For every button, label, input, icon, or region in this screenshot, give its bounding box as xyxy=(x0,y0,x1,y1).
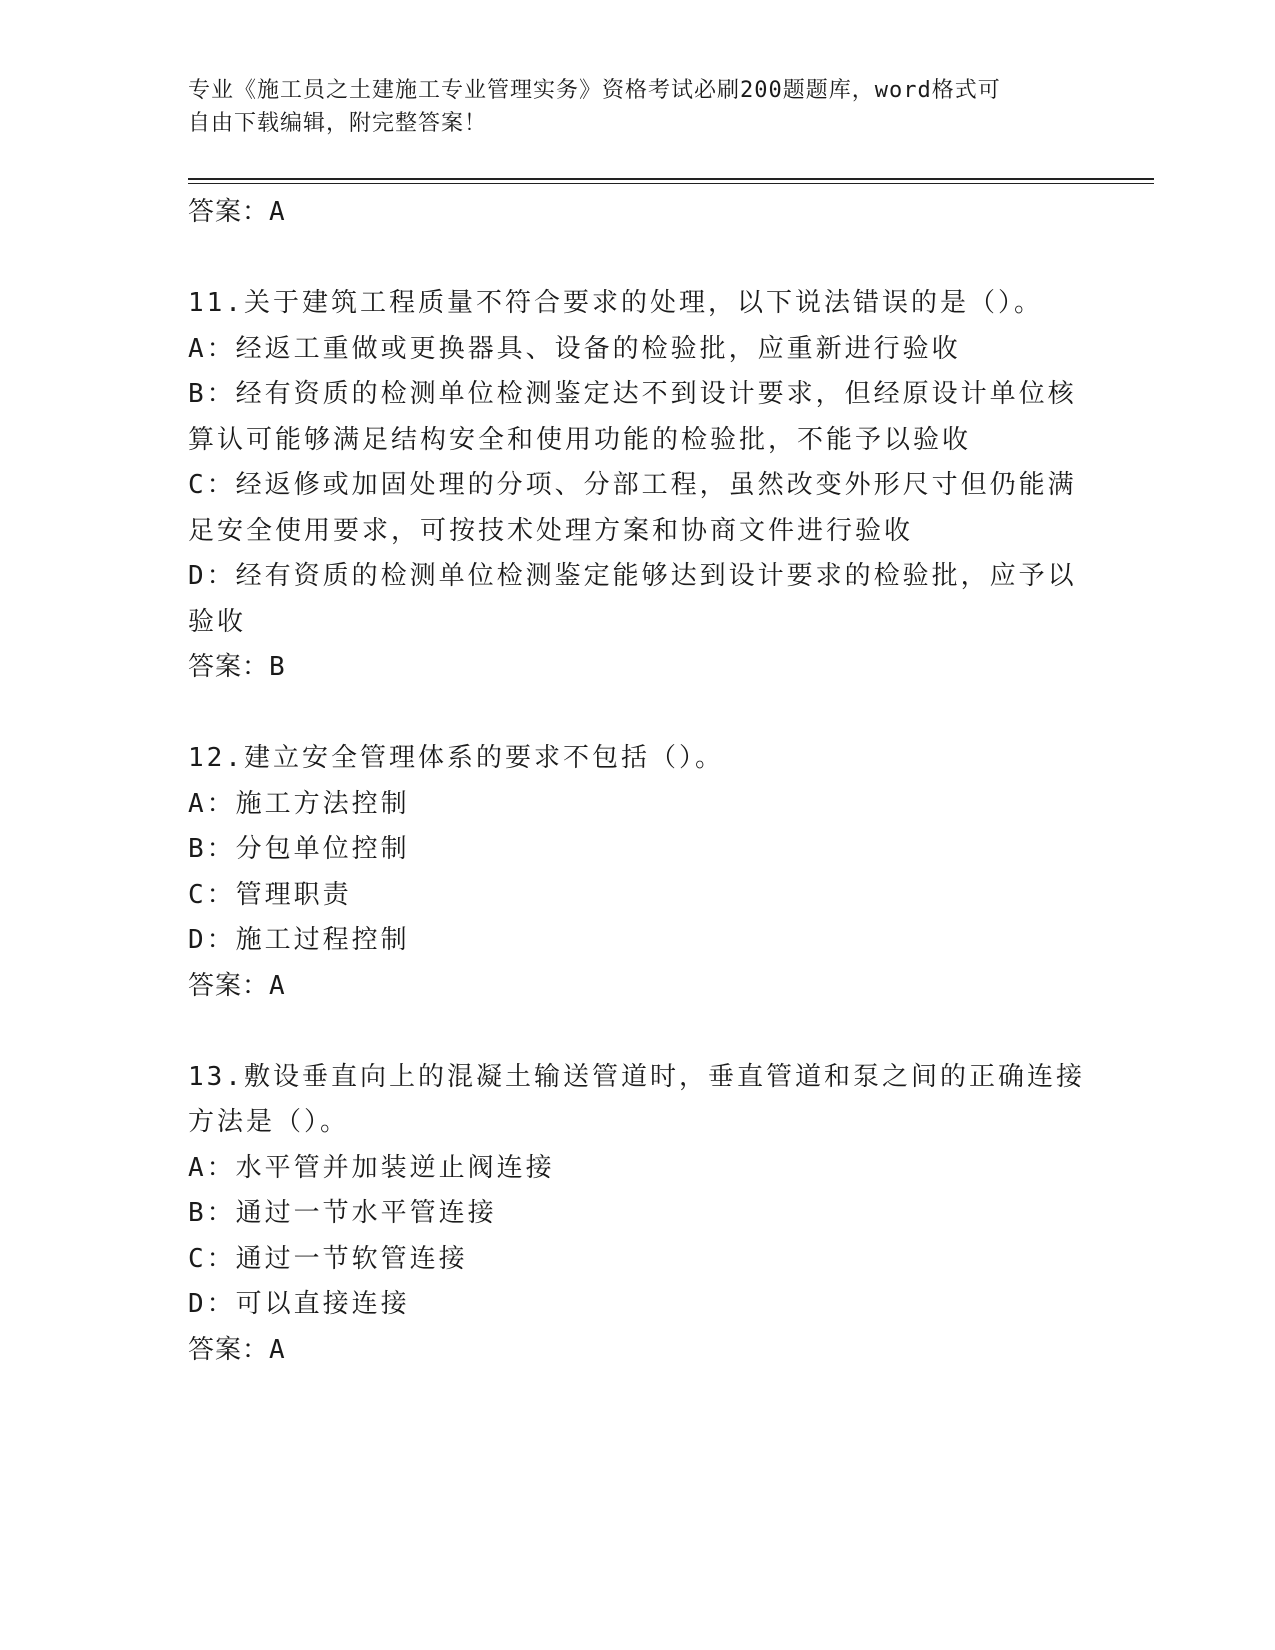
option-line: C：管理职责 xyxy=(188,879,352,910)
question-block xyxy=(188,1055,1088,1374)
option-line: D：施工过程控制 xyxy=(188,925,410,955)
answer-line: 答案：A xyxy=(188,197,286,227)
answer-line: 答案：B xyxy=(188,652,286,682)
option-line: B：经有资质的检测单位检测鉴定达不到设计要求，但经原设计单位核 xyxy=(188,379,1077,409)
question-block xyxy=(188,736,1088,1009)
question-stem: 12.建立安全管理体系的要求不包括（）。 xyxy=(188,743,724,773)
header-line-1: 专业《施工员之土建施工专业管理实务》资格考试必刷200题题库，word格式可 xyxy=(188,78,1001,103)
option-line: A：水平管并加装逆止阀连接 xyxy=(188,1152,555,1183)
question-block xyxy=(188,281,1088,691)
option-line: A：施工方法控制 xyxy=(188,788,410,819)
option-line: D：可以直接连接 xyxy=(188,1289,410,1319)
document-header xyxy=(188,74,1088,140)
option-line: 算认可能够满足结构安全和使用功能的检验批，不能予以验收 xyxy=(188,424,972,455)
spacer xyxy=(188,1009,1088,1055)
option-line: 验收 xyxy=(188,606,247,637)
header-divider-thin xyxy=(188,183,1154,184)
header-line-2: 自由下载编辑，附完整答案！ xyxy=(188,111,488,136)
answer-line: 答案：A xyxy=(188,1334,286,1365)
option-line: B：通过一节水平管连接 xyxy=(188,1198,497,1228)
option-line: B：分包单位控制 xyxy=(188,834,410,864)
option-line: 足安全使用要求，可按技术处理方案和协商文件进行验收 xyxy=(188,515,914,546)
option-line: C：通过一节软管连接 xyxy=(188,1243,468,1274)
document-body xyxy=(188,190,1088,1373)
option-line: C：经返修或加固处理的分项、分部工程，虽然改变外形尺寸但仍能满 xyxy=(188,470,1077,500)
question-stem: 11.关于建筑工程质量不符合要求的处理，以下说法错误的是（）。 xyxy=(188,288,1043,318)
spacer xyxy=(188,691,1088,737)
option-line: A：经返工重做或更换器具、设备的检验批，应重新进行验收 xyxy=(188,333,961,364)
spacer xyxy=(188,236,1088,282)
question-stem: 方法是（）。 xyxy=(188,1107,350,1137)
option-line: D：经有资质的检测单位检测鉴定能够达到设计要求的检验批，应予以 xyxy=(188,561,1077,591)
question-stem: 13.敷设垂直向上的混凝土输送管道时，垂直管道和泵之间的正确连接 xyxy=(188,1061,1085,1092)
answer-line: 答案：A xyxy=(188,970,286,1001)
header-divider-thick xyxy=(188,178,1154,180)
